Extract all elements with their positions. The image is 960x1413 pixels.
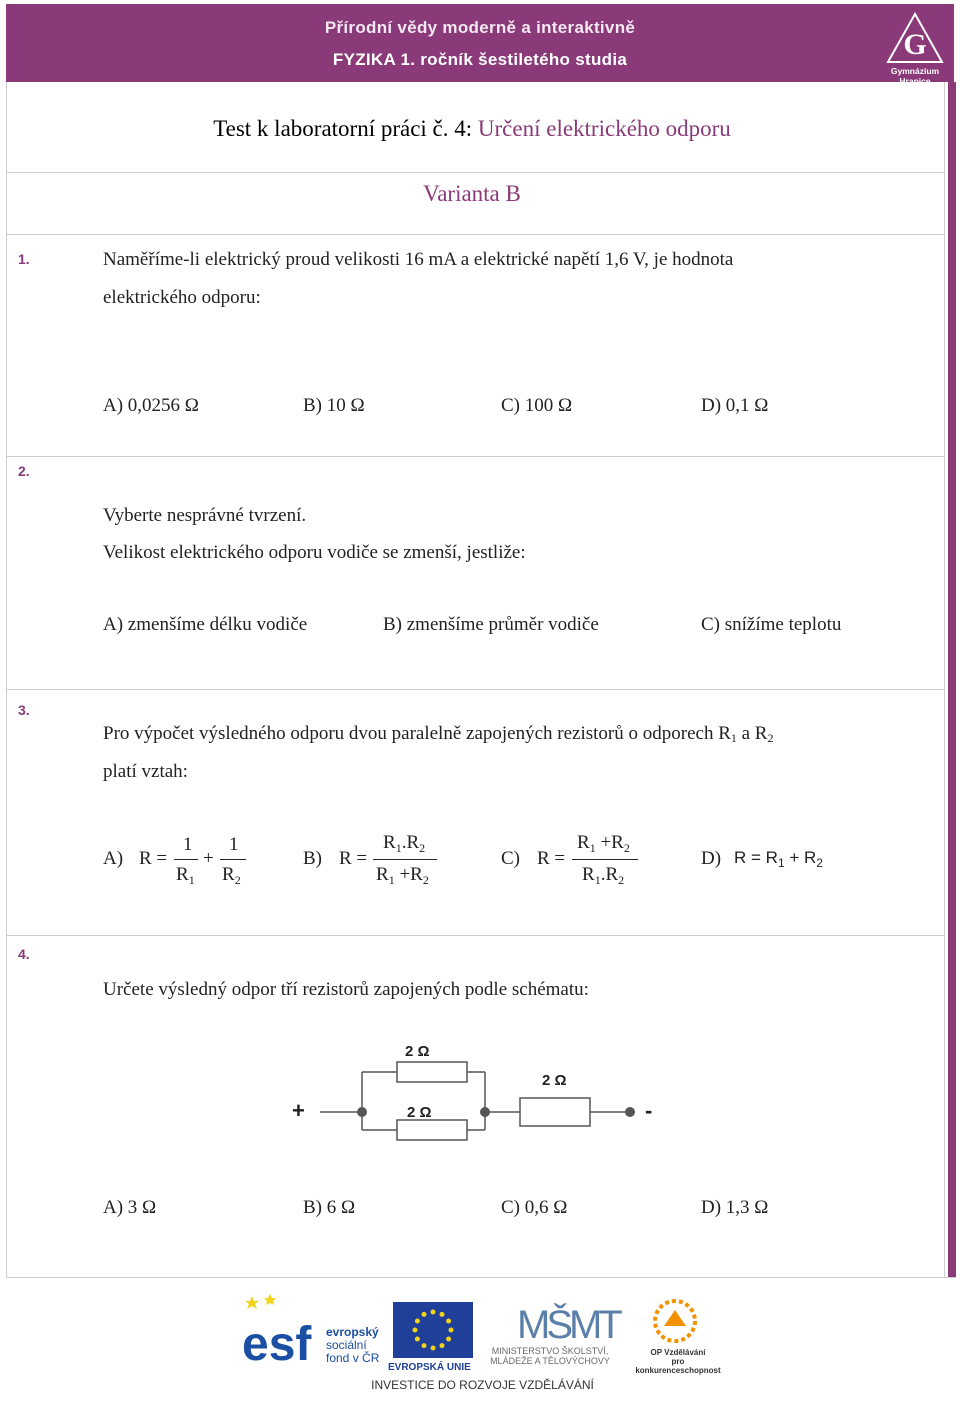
school-logo — [884, 10, 946, 86]
esf-text — [326, 1326, 379, 1365]
eu-star-icon — [449, 1328, 454, 1333]
header-line-2: FYZIKA 1. ročník šestiletého studia — [332, 50, 628, 69]
frame-left — [6, 82, 7, 1278]
title-suffix: Určení elektrického odporu — [477, 116, 731, 141]
option-c: C) 0,6 Ω — [501, 1197, 568, 1218]
question-text: platí vztah: — [103, 761, 188, 782]
formula-a-den1: $R_1$ — [176, 864, 195, 887]
formula-b: R = — [339, 848, 368, 869]
divider — [7, 456, 944, 457]
question-text: Vyberte nesprávné tvrzení. — [103, 505, 307, 526]
resistor-label-series: 2 Ω — [542, 1072, 567, 1089]
option-a: A) 0,0256 Ω — [103, 395, 199, 416]
formula-a-den2: $R_2$ — [222, 864, 241, 887]
question-number: 4. — [18, 946, 30, 962]
eu-star-icon — [431, 1310, 436, 1315]
esf-line: evropský — [326, 1325, 379, 1339]
eu-star-icon — [440, 1343, 445, 1348]
logo-text-1: Gymnázium — [890, 66, 940, 76]
svg-text:MŠMT: MŠMT — [517, 1303, 619, 1347]
fraction-bar — [572, 859, 638, 860]
eu-star-icon — [413, 1328, 418, 1333]
formula-d: $R = R_1 + R_2$ — [734, 848, 823, 870]
fraction-bar — [174, 859, 198, 860]
text-part: a R — [736, 723, 768, 744]
page-header — [6, 4, 954, 86]
circuit-diagram — [280, 1040, 680, 1140]
fraction-bar — [220, 859, 246, 860]
formula-b-num: $R_1.R_2$ — [383, 832, 426, 855]
option-a: A) zmenšíme délku vodiče — [103, 614, 308, 635]
footer-slogan: INVESTICE DO ROZVOJE VZDĚLÁVÁNÍ — [371, 1378, 594, 1392]
svg-text:esf: esf — [242, 1318, 312, 1371]
question-number: 3. — [18, 702, 30, 718]
footer-logos — [230, 1288, 735, 1398]
divider — [7, 935, 944, 936]
header-line-1: Přírodní vědy moderně a interaktivně — [324, 18, 636, 37]
resistor-label-top: 2 Ω — [405, 1043, 430, 1060]
op-logo-icon — [650, 1296, 700, 1346]
formula-b-den: $R_1 +R_2$ — [376, 864, 429, 887]
option-b: B) zmenšíme průměr vodiče — [383, 614, 599, 635]
frame-right — [944, 82, 945, 1278]
esf-logo-icon — [240, 1294, 320, 1371]
msmt-line: MINISTERSTVO ŠKOLSTVÍ, — [491, 1346, 609, 1356]
op-text — [628, 1348, 728, 1375]
variant-label: Varianta B — [423, 181, 521, 206]
subscript: 1 — [730, 731, 737, 745]
title-prefix: Test k laboratorní práci č. 4: — [213, 116, 478, 141]
divider — [7, 172, 944, 173]
fraction-bar — [373, 859, 437, 860]
option-c: C) snížíme teplotu — [701, 614, 842, 635]
option-c-label: C) — [501, 848, 520, 869]
eu-star-icon — [440, 1312, 445, 1317]
msmt-logo-icon — [513, 1294, 619, 1348]
eu-star-icon — [446, 1337, 451, 1342]
option-d: D) 1,3 Ω — [701, 1197, 769, 1218]
accent-sidebar — [948, 82, 956, 1278]
option-a-label: A) — [103, 848, 124, 869]
question-text: Určete výsledný odpor tří rezistorů zapojených podle schématu: — [103, 979, 589, 1000]
divider — [7, 234, 944, 235]
option-b-label: B) — [303, 848, 322, 869]
eu-flag-icon — [393, 1302, 473, 1358]
option-b: B) 10 Ω — [303, 395, 365, 416]
page-title — [0, 116, 944, 142]
eu-star-icon — [431, 1346, 436, 1351]
msmt-line: MLÁDEŽE A TĚLOVÝCHOVY — [490, 1356, 610, 1366]
esf-line: sociální — [326, 1338, 367, 1352]
eu-text: EVROPSKÁ UNIE — [388, 1362, 471, 1373]
msmt-text — [480, 1346, 620, 1366]
divider — [6, 1277, 956, 1278]
op-line: OP Vzdělávání — [650, 1348, 706, 1357]
subscript: 2 — [767, 731, 774, 745]
terminal-plus: + — [292, 1098, 305, 1123]
question-text: Naměříme-li elektrický proud velikosti 16 mA a elektrické napětí 1,6 V, je hodnota — [103, 249, 734, 270]
svg-text:G: G — [903, 28, 927, 61]
question-text — [103, 723, 773, 746]
formula-c-num: $R_1 +R_2$ — [577, 832, 630, 855]
option-a: A) 3 Ω — [103, 1197, 157, 1218]
terminal-minus: - — [645, 1098, 653, 1123]
formula-d-part: R = R — [734, 848, 778, 867]
esf-line: fond v ČR — [326, 1351, 380, 1365]
eu-star-icon — [422, 1312, 427, 1317]
question-text: Velikost elektrického odporu vodiče se zmenší, jestliže: — [103, 542, 526, 563]
formula-c: R = — [537, 848, 566, 869]
formula-a-num2: 1 — [229, 834, 239, 855]
option-c: C) 100 Ω — [501, 395, 573, 416]
question-text: elektrického odporu: — [103, 287, 261, 308]
formula-d-part: + R — [784, 848, 817, 867]
divider — [7, 689, 944, 690]
question-number: 2. — [18, 463, 30, 479]
resistor-label-bottom: 2 Ω — [407, 1104, 432, 1121]
formula-a-plus: + — [203, 848, 214, 869]
formula-a-num1: 1 — [183, 834, 193, 855]
op-line: pro konkurenceschopnost — [635, 1357, 721, 1375]
logo-text-2: Hranice — [899, 76, 931, 86]
eu-star-icon — [446, 1319, 451, 1324]
eu-star-icon — [422, 1343, 427, 1348]
eu-star-icon — [415, 1319, 420, 1324]
formula-c-den: $R_1.R_2$ — [582, 864, 625, 887]
text-part: Pro výpočet výsledného odporu dvou paralelně zapojených rezistorů o odporech R — [103, 723, 731, 744]
formula-a: R = — [139, 848, 168, 869]
option-d-label: D) — [701, 848, 722, 869]
eu-star-icon — [415, 1337, 420, 1342]
option-b: B) 6 Ω — [303, 1197, 356, 1218]
option-d: D) 0,1 Ω — [701, 395, 769, 416]
question-number: 1. — [18, 251, 30, 267]
